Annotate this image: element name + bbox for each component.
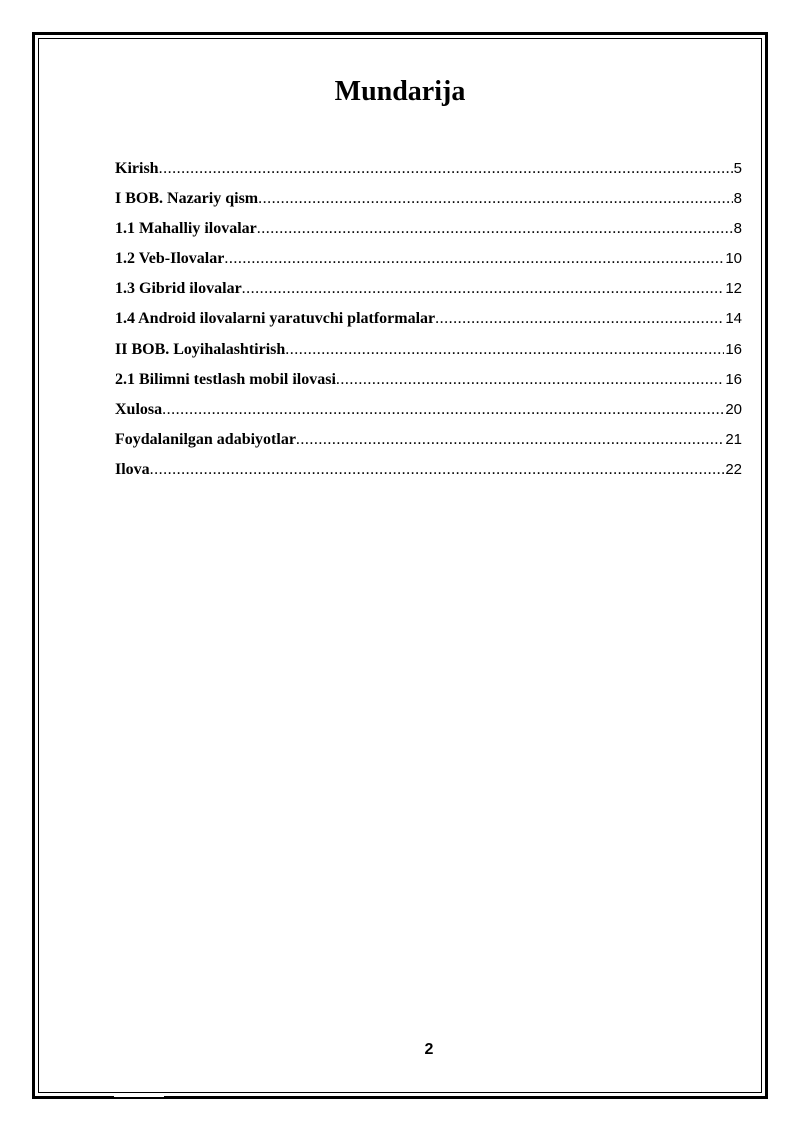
- toc-dot-leader: [336, 367, 724, 393]
- toc-entry-label: Foydalanilgan adabiyotlar: [115, 430, 296, 448]
- toc-dot-leader: [285, 337, 724, 363]
- toc-entry-label: 1.1 Mahalliy ilovalar: [115, 220, 257, 238]
- toc-entry-adabiyotlar[interactable]: [115, 427, 742, 457]
- toc-entry-page: 12: [725, 280, 742, 298]
- toc-entry-label: Kirish: [115, 160, 159, 177]
- toc-entry-page: 20: [725, 400, 742, 418]
- toc-dot-leader: [258, 186, 733, 212]
- toc-entry-label: 1.4 Android ilovalarni yaratuvchi platformalar: [115, 310, 436, 328]
- toc-entry-1-1[interactable]: [115, 216, 742, 246]
- toc-entry-page: 8: [733, 220, 742, 238]
- page-title: Mundarija: [334, 76, 466, 107]
- table-of-contents: [115, 156, 742, 487]
- toc-entry-page: 16: [725, 340, 742, 358]
- frame-gap: [114, 1094, 164, 1097]
- toc-dot-leader: [162, 397, 724, 423]
- toc-dot-leader: [257, 216, 733, 242]
- toc-entry-label: Ilova: [115, 460, 150, 478]
- toc-entry-label: I BOB. Nazariy qism: [115, 190, 259, 208]
- toc-entry-kirish[interactable]: [115, 156, 742, 186]
- toc-entry-label: 1.2 Veb-Ilovalar: [115, 250, 225, 268]
- toc-dot-leader: [159, 156, 733, 182]
- toc-entry-page: 14: [725, 310, 742, 328]
- toc-entry-label: 1.3 Gibrid ilovalar: [115, 280, 242, 298]
- toc-entry-ilova[interactable]: [115, 457, 742, 487]
- toc-dot-leader: [224, 246, 724, 272]
- toc-entry-page: 8: [733, 190, 742, 208]
- toc-entry-page: 5: [733, 160, 742, 177]
- toc-entry-page: 22: [725, 460, 742, 478]
- toc-entry-1-4[interactable]: [115, 306, 742, 336]
- toc-entry-page: 16: [725, 370, 742, 388]
- toc-entry-chapter-2[interactable]: [115, 337, 742, 367]
- toc-dot-leader: [435, 306, 724, 332]
- toc-entry-2-1[interactable]: [115, 367, 742, 397]
- toc-entry-label: Xulosa: [115, 400, 163, 418]
- toc-entry-1-3[interactable]: [115, 276, 742, 306]
- toc-entry-label: II BOB. Loyihalashtirish: [115, 340, 286, 358]
- toc-entry-xulosa[interactable]: [115, 397, 742, 427]
- toc-entry-page: 10: [725, 250, 742, 268]
- toc-entry-label: 2.1 Bilimni testlash mobil ilovasi: [115, 370, 336, 388]
- page-number: 2: [424, 1041, 434, 1058]
- toc-entry-page: 21: [725, 430, 742, 448]
- toc-dot-leader: [242, 276, 725, 302]
- toc-dot-leader: [150, 457, 725, 483]
- toc-dot-leader: [296, 427, 724, 453]
- toc-entry-chapter-1[interactable]: [115, 186, 742, 216]
- toc-entry-1-2[interactable]: [115, 246, 742, 276]
